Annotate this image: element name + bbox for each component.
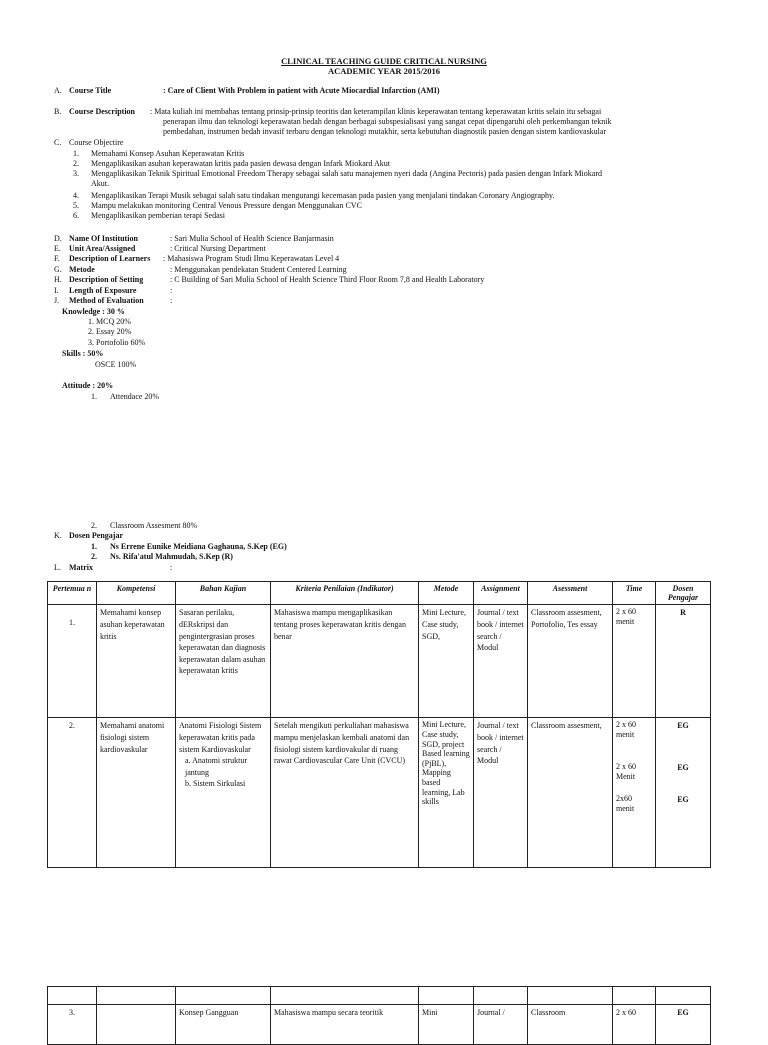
objective-text: Memahami Konsep Asuhan Keperawatan Kritis [91, 149, 245, 158]
header-bahan-kajian: Bahan Kajian [176, 582, 271, 605]
row-metode: Mini Lecture, Case study, SGD, project Based learning (PjBL), Mapping based learning, Lab skills [419, 718, 474, 868]
info-label: Description of Setting [69, 275, 144, 284]
matrix-table-continued [47, 986, 711, 1045]
row-kriteria: Setelah mengikuti perkuliahan mahasiswa mampu menjelaskan kembali anatomi dan fisiologi sistem kardiovakular di ruang rawat Cardiovascular Care Unit (CVCU) [271, 718, 419, 868]
row-bahan [176, 718, 271, 868]
attitude-item-number: 2. [91, 521, 97, 530]
attitude-item-number: 1. [91, 392, 97, 401]
row-bahan: Konsep Gangguan [176, 1005, 271, 1045]
objective-number: 1. [73, 149, 79, 158]
objective-number: 3. [73, 169, 79, 178]
row-bahan-sublist [179, 755, 267, 790]
info-marker: G. [54, 265, 62, 274]
info-label: Method of Evaluation [69, 296, 144, 305]
lecturer-name: Ns Errene Eunike Meidiana Gaghauna, S.Kep (EG) [110, 542, 287, 551]
header-pertemuan: Pertemua n [48, 582, 97, 605]
header-dosen: Dosen Pengajar [656, 582, 711, 605]
objective-text: Mengaplikasikan pemberian terapi Sedasi [91, 211, 225, 220]
info-value: : [170, 296, 173, 305]
dosen-entry: EG [677, 795, 689, 805]
row-asessment: Classroom assesment, Portofolio, Tes essay [528, 605, 613, 718]
time-entry: 2 x 60 Menit [616, 762, 636, 781]
knowledge-item: 1. MCQ 20% [88, 317, 131, 326]
lecturer-name: Ns. Rifa'atul Mahmudah, S.Kep (R) [110, 552, 233, 561]
objective-number: 2. [73, 159, 79, 168]
info-label: Length of Exposure [69, 286, 137, 295]
matrix-label-colon: : [170, 563, 173, 572]
row-metode: Mini [419, 1005, 474, 1045]
document-subtitle: ACADEMIC YEAR 2015/2016 [327, 66, 441, 76]
attitude-item: Attendace 20% [110, 392, 160, 401]
info-marker: I. [54, 286, 59, 295]
objective-text: Mampu melakukan monitoring Central Venous Pressure dengan Menggunakan CVC [91, 201, 362, 210]
objective-number: 5. [73, 201, 79, 210]
objective-number: 4. [73, 191, 79, 200]
course-description-line-2: penerapan ilmu dan teknologi keperawatan bedah dengan berbagai subspesialisasi yang sangat cepat dipengaruhi oleh perkembangan teknik [163, 117, 612, 126]
header-kompetensi: Kompetensi [97, 582, 176, 605]
info-label: Description of Learners [69, 254, 151, 263]
info-value: : C Building of Sari Mulia School of Health Science Third Floor Room 7,8 and Health Laboratory [170, 275, 485, 284]
matrix-header-row [48, 582, 711, 605]
row-bahan-main: Anatomi Fisiologi Sistem keperawatan kritis pada sistem Kardiovaskular [179, 721, 262, 754]
row-dosen: R [656, 605, 711, 718]
row-assignment: Journal / text book / internet search / Modul [474, 605, 528, 718]
row-metode: Mini Lecture, Case study, SGD, [419, 605, 474, 718]
row-kompetensi: Memahami anatomi fisiologi sistem kardiovaskular [97, 718, 176, 868]
document-title: CLINICAL TEACHING GUIDE CRITICAL NURSING [281, 56, 487, 66]
header-asessment: Asessment [528, 582, 613, 605]
info-value: : Mahasiswa Program Studi Ilmu Keperawatan Level 4 [163, 254, 340, 263]
objective-number: 6. [73, 211, 79, 220]
info-value: : Menggunakan pendekatan Student Centered Learning [170, 265, 347, 274]
row-dosen: EG [656, 1005, 711, 1045]
row-asessment: Classroom assesment, [528, 718, 613, 868]
row-assignment: Journal / text book / internet search / Modul [474, 718, 528, 868]
row-number: 3. [48, 1005, 97, 1045]
table-row-empty [48, 987, 711, 1005]
matrix-table [47, 581, 711, 868]
objective-text: Mengaplikasikan Teknik Spiritual Emotional Freedom Therapy sebagai salah satu manajemen nyeri dada (Angina Pectoris) pada pasien dengan Infark Miokard [91, 169, 602, 178]
matrix-label: Matrix [69, 563, 93, 572]
row-time [613, 718, 656, 868]
header-metode: Metode [419, 582, 474, 605]
info-value: : Critical Nursing Department [170, 244, 266, 253]
table-row [48, 718, 711, 868]
knowledge-item: 3. Portofolio 60% [88, 338, 146, 347]
info-marker: E. [54, 244, 61, 253]
section-marker-l: L. [54, 563, 61, 572]
info-value: : [170, 286, 173, 295]
course-title-value: : Care of Client With Problem in patient with Acute Miocardial Infarction (AMI) [163, 86, 440, 95]
row-time: 2 x 60 [613, 1005, 656, 1045]
info-label: Metode [69, 265, 95, 274]
lecturer-number: 2. [91, 552, 97, 561]
section-marker-b: B. [54, 107, 62, 116]
info-label: Unit Area/Assigned [69, 244, 136, 253]
list-item: b. Sistem Sirkulasi [185, 779, 246, 789]
info-marker: D. [54, 234, 62, 243]
course-title-label: Course Title [69, 86, 112, 95]
knowledge-item: 2. Essay 20% [88, 327, 132, 336]
table-row [48, 1005, 711, 1045]
row-kompetensi [97, 1005, 176, 1045]
header-assignment: Assignment [474, 582, 528, 605]
dosen-entry: EG [677, 763, 689, 773]
lecturers-label: Dosen Pengajar [69, 531, 123, 540]
info-marker: J. [54, 296, 60, 305]
row-number: 1. [48, 605, 97, 718]
header-time: Time [613, 582, 656, 605]
attitude-item: Classroom Assesment 80% [110, 521, 198, 530]
objective-text-continued: Akut. [91, 179, 109, 188]
info-marker: H. [54, 275, 62, 284]
row-bahan: Sasaran perilaku, dERskripsi dan pengintergrasian proses keperawatan dan diagnosis keperawatan dalam asuhan keperawatan kritis [176, 605, 271, 718]
section-marker-k: K. [54, 531, 62, 540]
skills-label: Skills : 50% [62, 349, 104, 358]
course-description-line-1: : Mata kuliah ini membahas tentang prinsip-prinsip teoritis dan keterampilan klinis keperawatan tentang keperawatan kritis selain itu sebagai [150, 107, 602, 116]
table-row [48, 605, 711, 718]
row-dosen [656, 718, 711, 868]
section-marker-c: C. [54, 138, 62, 147]
course-description-line-3: pembedahan, instrumen bedah invasif terbaru dengan teknologi mutakhir, serta kebutuhan diagnostik pasien dengan sistem kardiovaskular [163, 127, 607, 136]
header-kriteria: Kriteria Penilaian (Indikator) [271, 582, 419, 605]
time-entry: 2x60 menit [616, 794, 635, 813]
skills-item: OSCE 100% [95, 360, 137, 369]
row-asessment: Classroom [528, 1005, 613, 1045]
row-kriteria: Mahasiswa mampu mengaplikasikan tentang proses keperawatan kritis dengan benar [271, 605, 419, 718]
dosen-entry: EG [677, 721, 689, 731]
row-time: 2 x 60 menit [613, 605, 656, 718]
objective-text: Mengaplikasikan Terapi Musik sebagai salah satu tindakan mengurangi kecemasan pada pasien yang menjalani tindakan Coronary Angiography. [91, 191, 555, 200]
row-number: 2. [48, 718, 97, 868]
time-entry: 2 x 60 menit [616, 720, 636, 739]
info-value: : Sari Mulia School of Health Science Banjarmasin [170, 234, 334, 243]
attitude-label: Attitude : 20% [62, 381, 114, 390]
row-kriteria: Mahasiswa mampu secara teoritik [271, 1005, 419, 1045]
course-objective-label: Course Objectire [69, 138, 124, 147]
list-item: a. Anatomi struktur jantung [185, 756, 247, 777]
knowledge-label: Knowledge : 30 % [62, 307, 125, 316]
lecturer-number: 1. [91, 542, 97, 551]
row-assignment: Journal / [474, 1005, 528, 1045]
objective-text: Mengaplikasikan asuhan keperawatan kritis pada pasien dewasa dengan Infark Miokard Akut [91, 159, 391, 168]
info-marker: F. [54, 254, 60, 263]
info-label: Name Of Institution [69, 234, 138, 243]
row-kompetensi: Memahami konsep asuhan keperawatan kritis [97, 605, 176, 718]
section-marker-a: A. [54, 86, 62, 95]
course-description-label: Course Description [69, 107, 135, 116]
